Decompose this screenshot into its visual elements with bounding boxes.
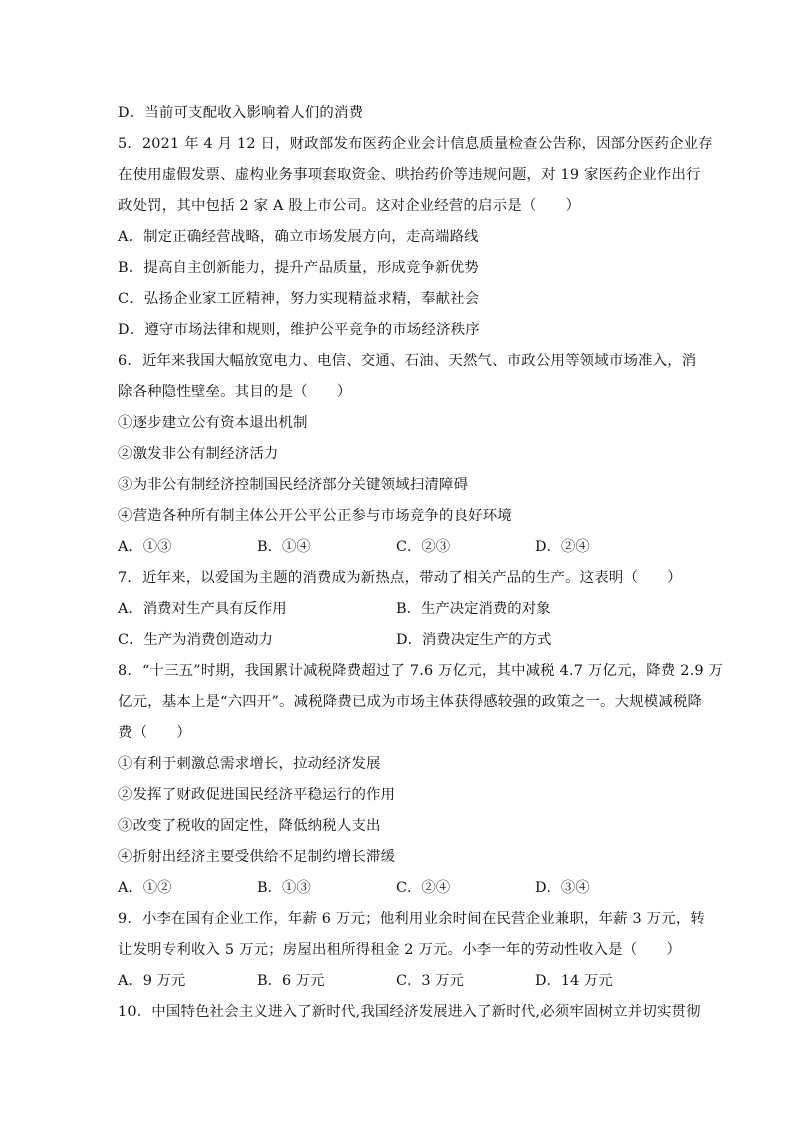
q6-item-1: ①逐步建立公有资本退出机制 <box>118 415 308 431</box>
q8-option-d: D．③④ <box>535 880 590 896</box>
q8-option-b: B．①③ <box>257 880 311 896</box>
q6-option-d: D．②④ <box>535 539 590 555</box>
q6-option-a: A．①③ <box>118 539 172 555</box>
q8-option-c: C．②④ <box>396 880 451 896</box>
q10-stem-line-1: 10．中国特色社会主义进入了新时代,我国经济发展进入了新时代,必须牢固树立并切实贯彻 <box>118 1004 701 1020</box>
q8-item-1: ①有利于刺激总需求增长，拉动经济发展 <box>118 756 381 772</box>
q6-option-c: C．②③ <box>396 539 451 555</box>
q6-item-3: ③为非公有制经济控制国民经济部分关键领域扫清障碍 <box>118 477 469 493</box>
q6-item-2: ②激发非公有制经济活力 <box>118 446 279 462</box>
q8-item-2: ②发挥了财政促进国民经济平稳运行的作用 <box>118 787 396 803</box>
q7-stem-line-1: 7．近年来，以爱国为主题的消费成为新热点，带动了相关产品的生产。这表明（ ） <box>118 570 682 586</box>
q9-stem-line-2: 让发明专利收入 5 万元；房屋出租所得租金 2 万元。小李一年的劳动性收入是（ ） <box>118 942 682 958</box>
q5-option-b: B．提高自主创新能力，提升产品质量，形成竞争新优势 <box>118 260 479 276</box>
q5-option-d: D．遵守市场法律和规则，维护公平竞争的市场经济秩序 <box>118 322 480 338</box>
q8-option-a: A．①② <box>118 880 172 896</box>
q7-option-d: D．消费决定生产的方式 <box>396 632 552 648</box>
q8-stem-line-3: 费（ ） <box>118 725 191 741</box>
q5-stem-line-1: 5．2021 年 4 月 12 日，财政部发布医药企业会计信息质量检查公告称，因部分医药企业存 <box>118 136 713 152</box>
q9-option-b: B．6 万元 <box>257 973 325 989</box>
q5-stem-line-3: 政处罚，其中包括 2 家 A 股上市公司。这对企业经营的启示是（ ） <box>118 198 581 214</box>
q5-stem-line-2: 在使用虚假发票、虚构业务事项套取资金、哄抬药价等违规问题，对 19 家医药企业作出行 <box>118 167 701 183</box>
q5-option-a: A．制定正确经营战略，确立市场发展方向，走高端路线 <box>118 229 479 245</box>
q7-option-b: B．生产决定消费的对象 <box>396 601 551 617</box>
q8-stem-line-1: 8．“十三五”时期，我国累计减税降费超过了 7.6 万亿元，其中减税 4.7 万亿元，降费 2.9 万 <box>118 663 724 679</box>
q4-option-d: D．当前可支配收入影响着人们的消费 <box>118 105 364 121</box>
q6-item-4: ④营造各种所有制主体公开公平公正参与市场竞争的良好环境 <box>118 508 512 524</box>
q8-stem-line-2: 亿元，基本上是“六四开”。减税降费已成为市场主体获得感较强的政策之一。大规模减税降 <box>118 694 703 710</box>
q9-option-c: C．3 万元 <box>396 973 464 989</box>
q6-option-b: B．①④ <box>257 539 311 555</box>
q9-stem-line-1: 9．小李在国有企业工作，年薪 6 万元；他利用业余时间在民营企业兼职，年薪 3 万元，转 <box>118 911 706 927</box>
q9-option-d: D．14 万元 <box>535 973 613 989</box>
q9-option-a: A．9 万元 <box>118 973 186 989</box>
q5-option-c: C．弘扬企业家工匠精神，努力实现精益求精，奉献社会 <box>118 291 480 307</box>
q8-item-3: ③改变了税收的固定性，降低纳税人支出 <box>118 818 381 834</box>
q6-stem-line-2: 除各种隐性壁垒。其目的是（ ） <box>118 384 352 400</box>
q7-option-c: C．生产为消费创造动力 <box>118 632 273 648</box>
q6-stem-line-1: 6．近年来我国大幅放宽电力、电信、交通、石油、天然气、市政公用等领域市场准入，消 <box>118 353 697 369</box>
q7-option-a: A．消费对生产具有反作用 <box>118 601 287 617</box>
q8-item-4: ④折射出经济主要受供给不足制约增长滞缓 <box>118 849 396 865</box>
